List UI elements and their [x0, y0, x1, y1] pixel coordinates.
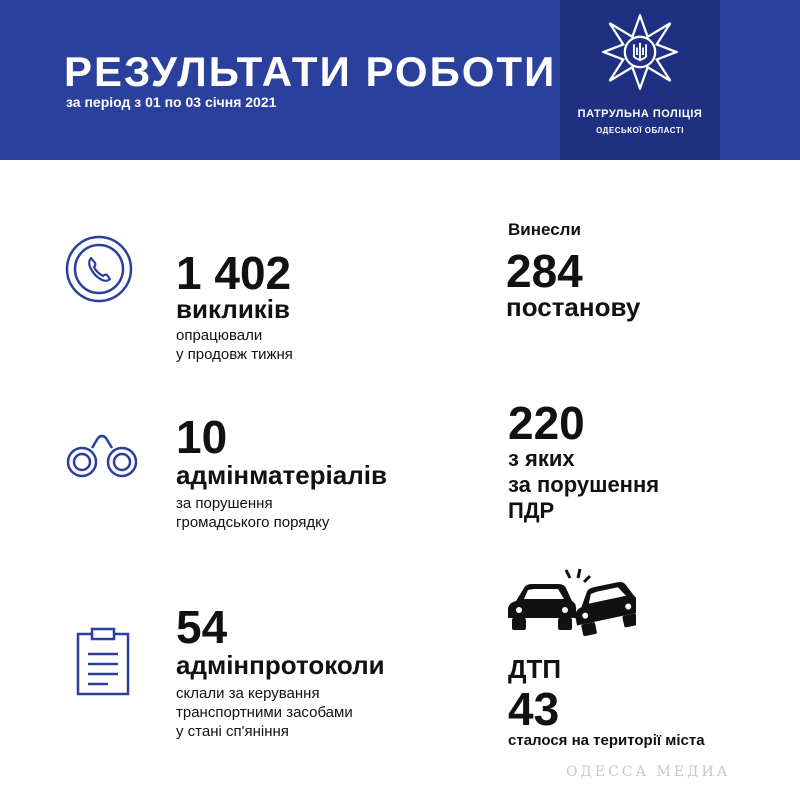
admin-materials-description: за порушення громадського порядку: [176, 495, 330, 531]
clipboard-icon: [74, 626, 132, 698]
calls-number: 1 402: [176, 247, 292, 299]
traffic-violations-description: з яких за порушення ПДР: [508, 446, 660, 523]
admin-protocols-label: адмінпротоколи: [176, 650, 385, 680]
resolutions-label: постанову: [506, 292, 641, 322]
admin-materials-number: 10: [176, 411, 228, 463]
header-banner: [0, 0, 800, 160]
traffic-violations-number: 220: [508, 397, 585, 449]
calls-label: викликів: [176, 294, 291, 324]
police-badge: [560, 0, 720, 160]
handcuffs-icon: [62, 426, 142, 488]
page-title: РЕЗУЛЬТАТИ РОБОТИ: [64, 48, 557, 95]
admin-protocols-description: склали за керування транспортними засобами у стані сп'яніння: [176, 685, 353, 740]
badge-title: ПАТРУЛЬНА ПОЛІЦІЯ: [577, 108, 703, 120]
accidents-number: 43: [508, 683, 560, 735]
car-crash-icon: [504, 568, 636, 644]
police-star-icon: [602, 14, 678, 90]
resolutions-number: 284: [506, 245, 583, 297]
accidents-label: ДТП: [508, 654, 562, 684]
admin-protocols-number: 54: [176, 601, 228, 653]
accidents-description: сталося на території міста: [508, 732, 705, 749]
badge-subtitle: ОДЕСЬКОЇ ОБЛАСТІ: [596, 126, 684, 135]
calls-description: опрацювали у продовж тижня: [176, 327, 293, 363]
watermark-logo: ОДЕССА МЕДИА: [566, 764, 731, 780]
phone-icon: [64, 234, 134, 304]
resolutions-prefix: Винесли: [508, 220, 581, 239]
admin-materials-label: адмінматеріалів: [176, 460, 387, 490]
page-subtitle: за період з 01 по 03 січня 2021: [66, 94, 277, 110]
